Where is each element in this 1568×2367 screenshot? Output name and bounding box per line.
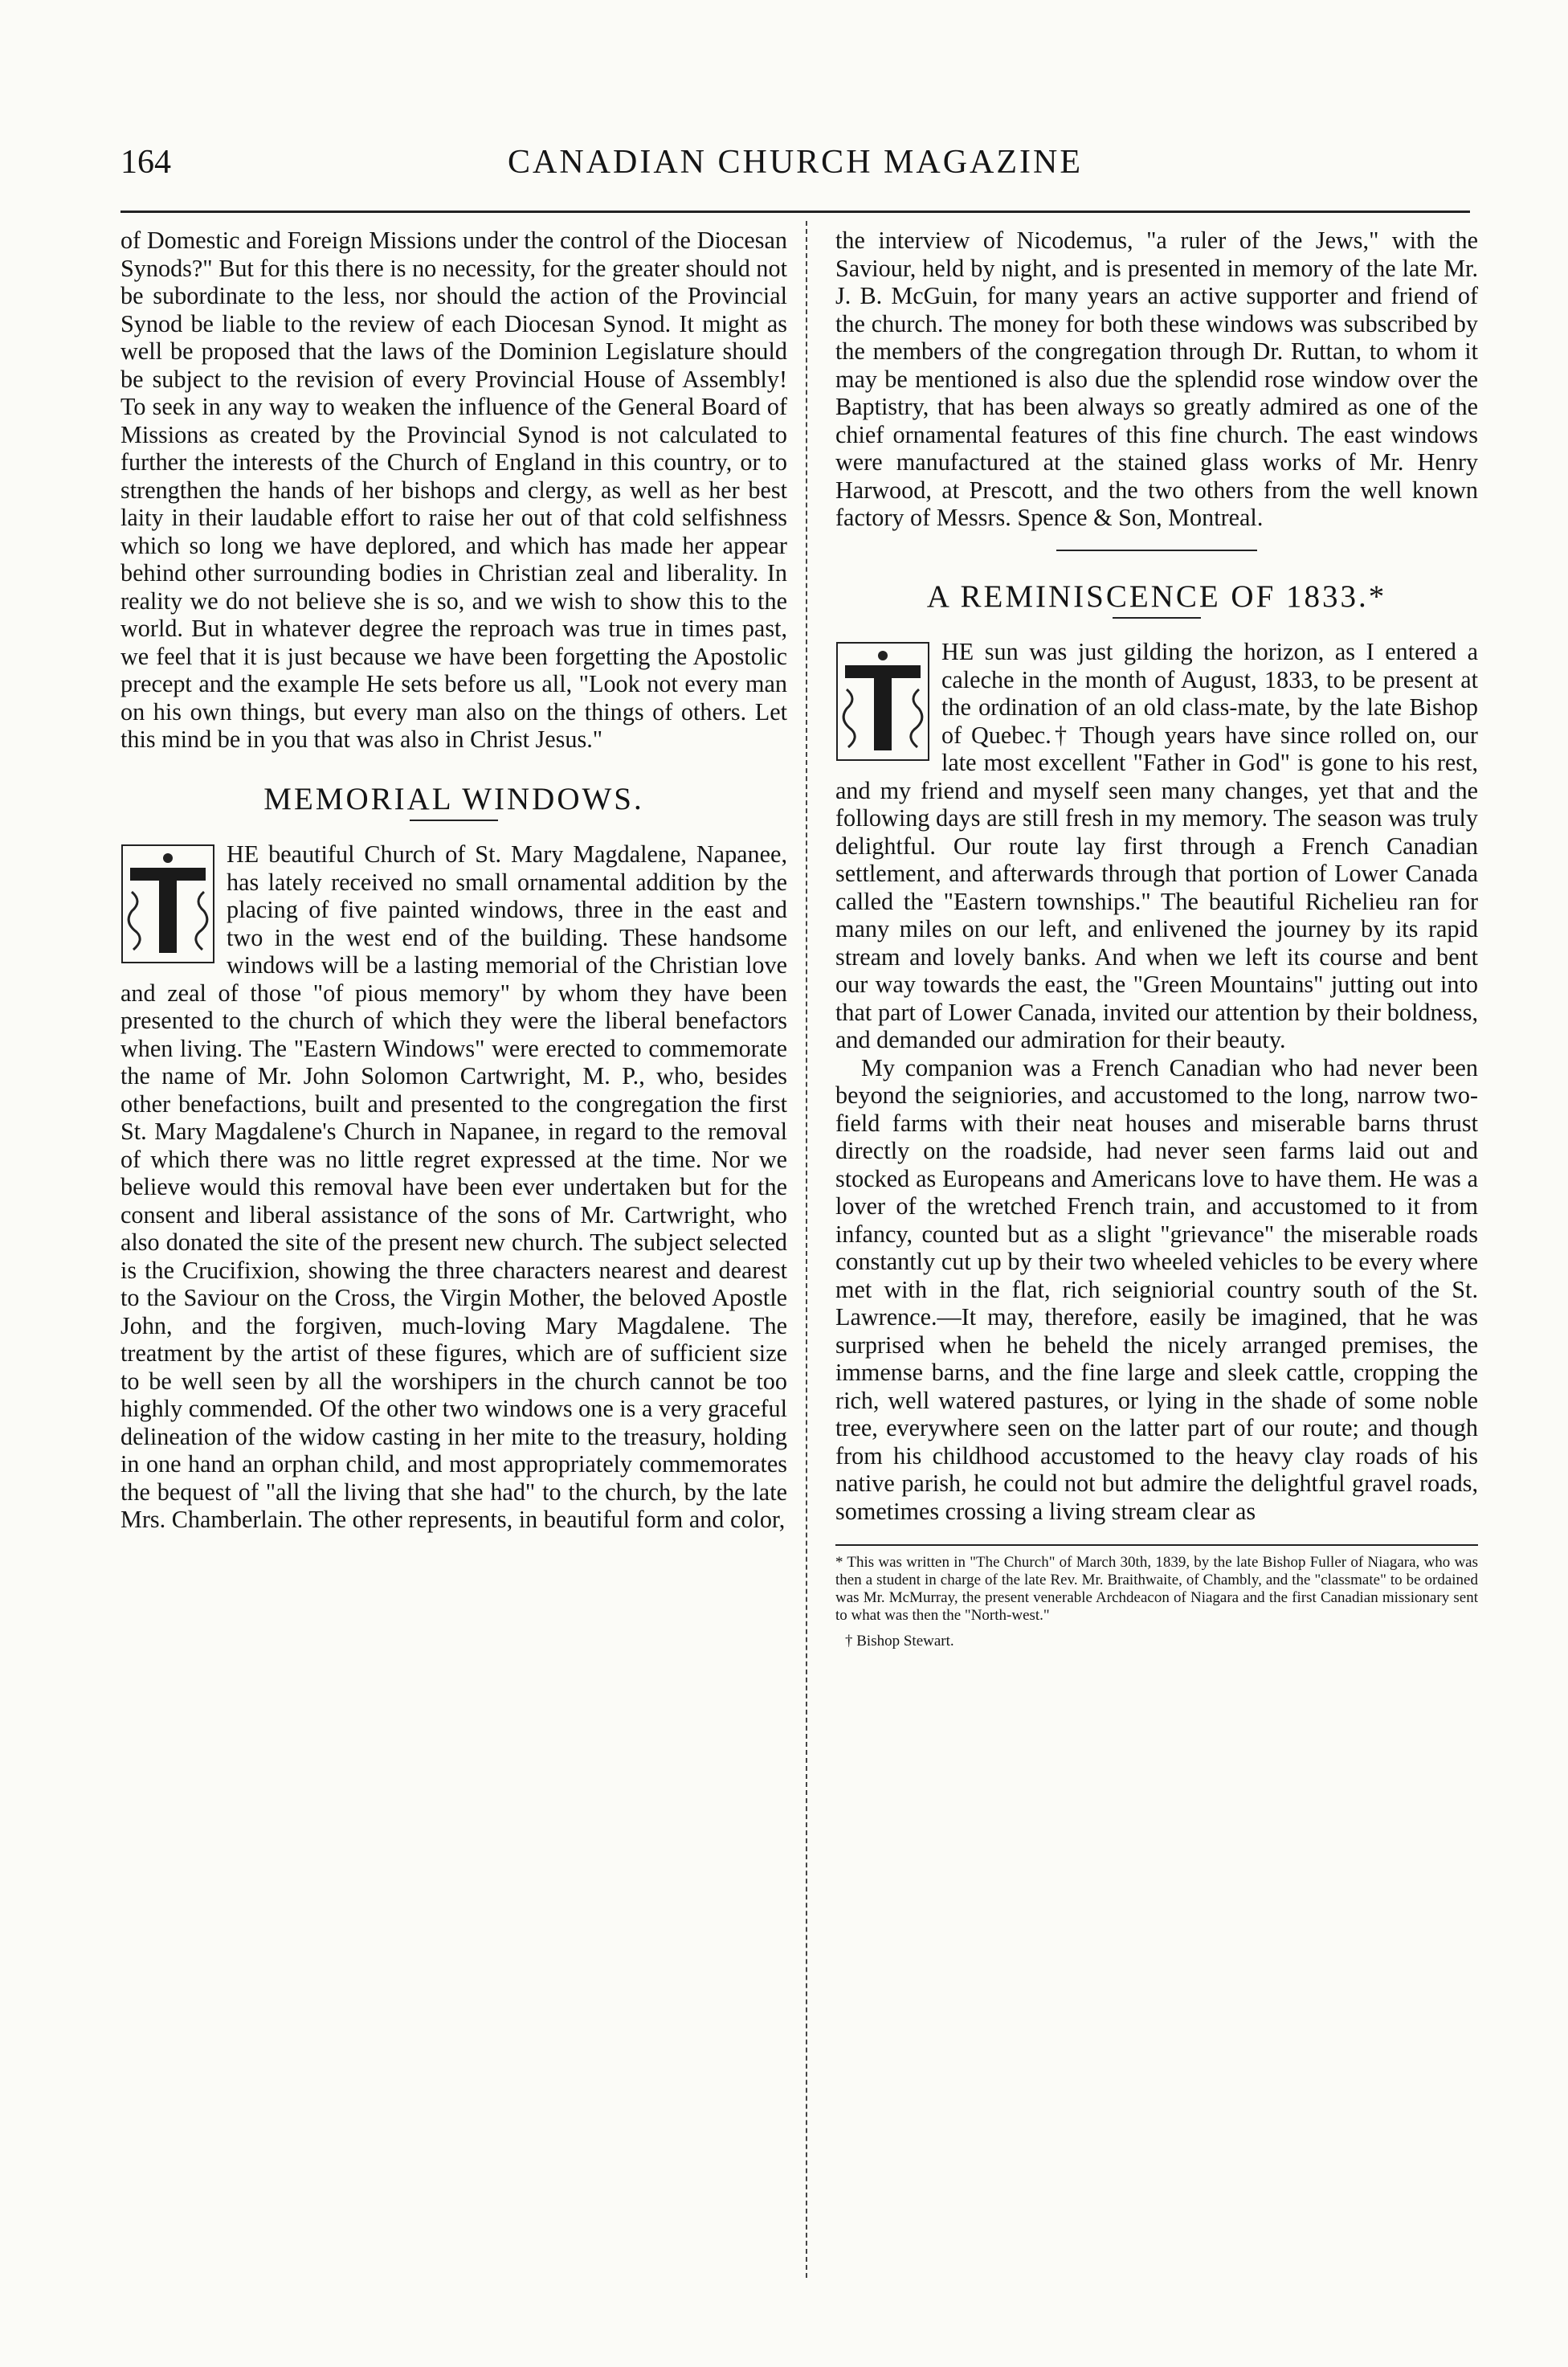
- reminiscence-heading: A REMINISCENCE OF 1833.*: [926, 578, 1387, 614]
- reminiscence-paragraph: HE sun was just gilding the horizon, as I entered a caleche in the month of August, 1833, to be present at the ordination of an old class-mate, by the late Bishop of Quebec.† Though years have since rolled on, our late most excellent "Father in God" is gone to his rest, and my friend and myself seen many changes, yet that and the following days are still fresh in my memory. The season was truly delightful. Our route lay first through a French Canadian settlement, and afterwards through that portion of Lower Canada called the "Eastern townships." The beautiful Richelieu ran for many miles on our left, and enlivened the journey by its rapid stream and lovely banks. And when we left its course and bent our way towards the east, the "Green Mountains" jutting out into that part of Lower Canada, invited our attention by their boldness, and demanded our admiration for their beauty.: [835, 638, 1478, 1053]
- reminiscence-paragraph: My companion was a French Canadian who had never been beyond the seigniories, and accustomed to the long, narrow two-field farms with their neat houses and miserable barns thrust directly on the roadside, had never seen farms laid out and stocked as Europeans and Americans love to have them. He was a lover of the wretched French train, and accustomed to it from infancy, counted but as a slight "grievance" the miserable roads constantly cut up by their two wheeled vehicles to be every where met with in the flat, rich seigniorial country south of the St. Lawrence.—It may, therefore, easily be imagined, that he was surprised when he beheld the nicely arranged premises, the immense barns, and the fine large and sleek cattle, cropping the rich, well watered pastures, or lying in the shade of some noble tree, everywhere seen on the latter part of our route; and though from his childhood accustomed to the heavy clay roads of his native parish, he could not but admire the delightful gravel roads, sometimes crossing a living stream clear as: [835, 1053, 1478, 1525]
- memorial-windows-heading: MEMORIAL WINDOWS.: [263, 781, 644, 816]
- running-title: CANADIAN CHURCH MAGAZINE: [508, 144, 1083, 181]
- footnotes: [835, 1554, 1478, 1650]
- header-rule: [120, 211, 1470, 213]
- page-number: 164: [120, 144, 171, 181]
- footnote-1: * This was written in "The Church" of March 30th, 1839, by the late Bishop Fuller of Niagara, who was then a student in charge of the late Rev. Mr. Braithwaite, of Chambly, and the "classmate" to be ordained was Mr. McMurray, the present venerable Archdeacon of Niagara and the first Canadian missionary sent to what was then the "North-west.": [835, 1554, 1478, 1624]
- left-column: [120, 227, 787, 1534]
- section-separator: [1056, 550, 1257, 551]
- opening-paragraph: of Domestic and Foreign Missions under the control of the Diocesan Synods?" But for this there is no necessity, for the greater should not be subordinate to the less, nor should the action of the Provincial Synod be liable to the review of each Diocesan Synod. It might as well be proposed that the laws of the Dominion Legislature should be subject to the revision of every Provincial House of Assembly! To seek in any way to weaken the influence of the General Board of Missions as created by the Provincial Synod is not calculated to further the interests of the Church of England in this country, or to strengthen the hands of her bishops and clergy, as well as her best laity in their laudable effort to raise her out of that cold selfishness which so long we have deplored, and which has made her appear behind other surrounding bodies in Christian zeal and liberality. In reality we do not believe she is so, and we wish to show this to the world. But in whatever degree the reproach was true in times past, we feel that it is just because we have been forgetting the Apostolic precept and the example He sets before us all, "Look not every man on his own things, but every man also on the things of others. Let this mind be in you that was also in Christ Jesus.": [120, 227, 787, 753]
- heading-rule: [410, 820, 498, 821]
- continuation-paragraph: the interview of Nicodemus, "a ruler of the Jews," with the Saviour, held by night, and is presented in memory of the late Mr. J. B. McGuin, for many years an active supporter and friend of the church. The money for both these windows was subscribed by the members of the congregation through Dr. Ruttan, to whom it may be mentioned is also due the splendid rose window over the Baptistry, that has been always so greatly admired as one of the chief ornamental features of this fine church. The east windows were manufactured at the stained glass works of Mr. Henry Harwood, at Prescott, and the two others from the well known factory of Messrs. Spence & Son, Montreal.: [835, 227, 1478, 531]
- footnote-rule: [835, 1544, 1478, 1546]
- memorial-paragraph: HE beautiful Church of St. Mary Magdalene, Napanee, has lately received no small ornamental addition by the placing of five painted windows, three in the east and two in the west end of the building. These handsome windows will be a lasting memorial of the Christian love and zeal of those "of pious memory" by whom they have been presented to the church of which they were the liberal benefactors when living. The "Eastern Windows" were erected to commemorate the name of Mr. John Solomon Cartwright, M. P., who, besides other benefactions, built and presented to the congregation the first St. Mary Magdalene's Church in Napanee, in regard to the removal of which there was no little regret expressed at the time. Nor we believe would this removal have been ever undertaken but for the consent and liberal assistance of the sons of Mr. Cartwright, who also donated the site of the present new church. The subject selected is the Crucifixion, showing the three characters nearest and dearest to the Saviour on the Cross, the Virgin Mother, the beloved Apostle John, and the forgiven, much-loving Mary Magdalene. The treatment by the artist of these figures, which are of sufficient size to be well seen by all the worshipers in the church cannot be too highly commended. Of the other two windows one is a very graceful delineation of the widow casting in her mite to the treasury, holding in one hand an orphan child, and most appropriately commemorates the bequest of "all the living that she had" to the church, by the late Mrs. Chamberlain. The other represents, in beautiful form and color,: [120, 840, 787, 1533]
- ornamental-dropcap-t-icon: [835, 641, 930, 762]
- heading-rule: [1113, 617, 1201, 619]
- page-header: [120, 143, 1470, 191]
- footnote-2: † Bishop Stewart.: [845, 1633, 954, 1650]
- right-column: [835, 227, 1478, 1650]
- ornamental-dropcap-t-icon: [120, 844, 215, 964]
- column-divider: [806, 221, 807, 2278]
